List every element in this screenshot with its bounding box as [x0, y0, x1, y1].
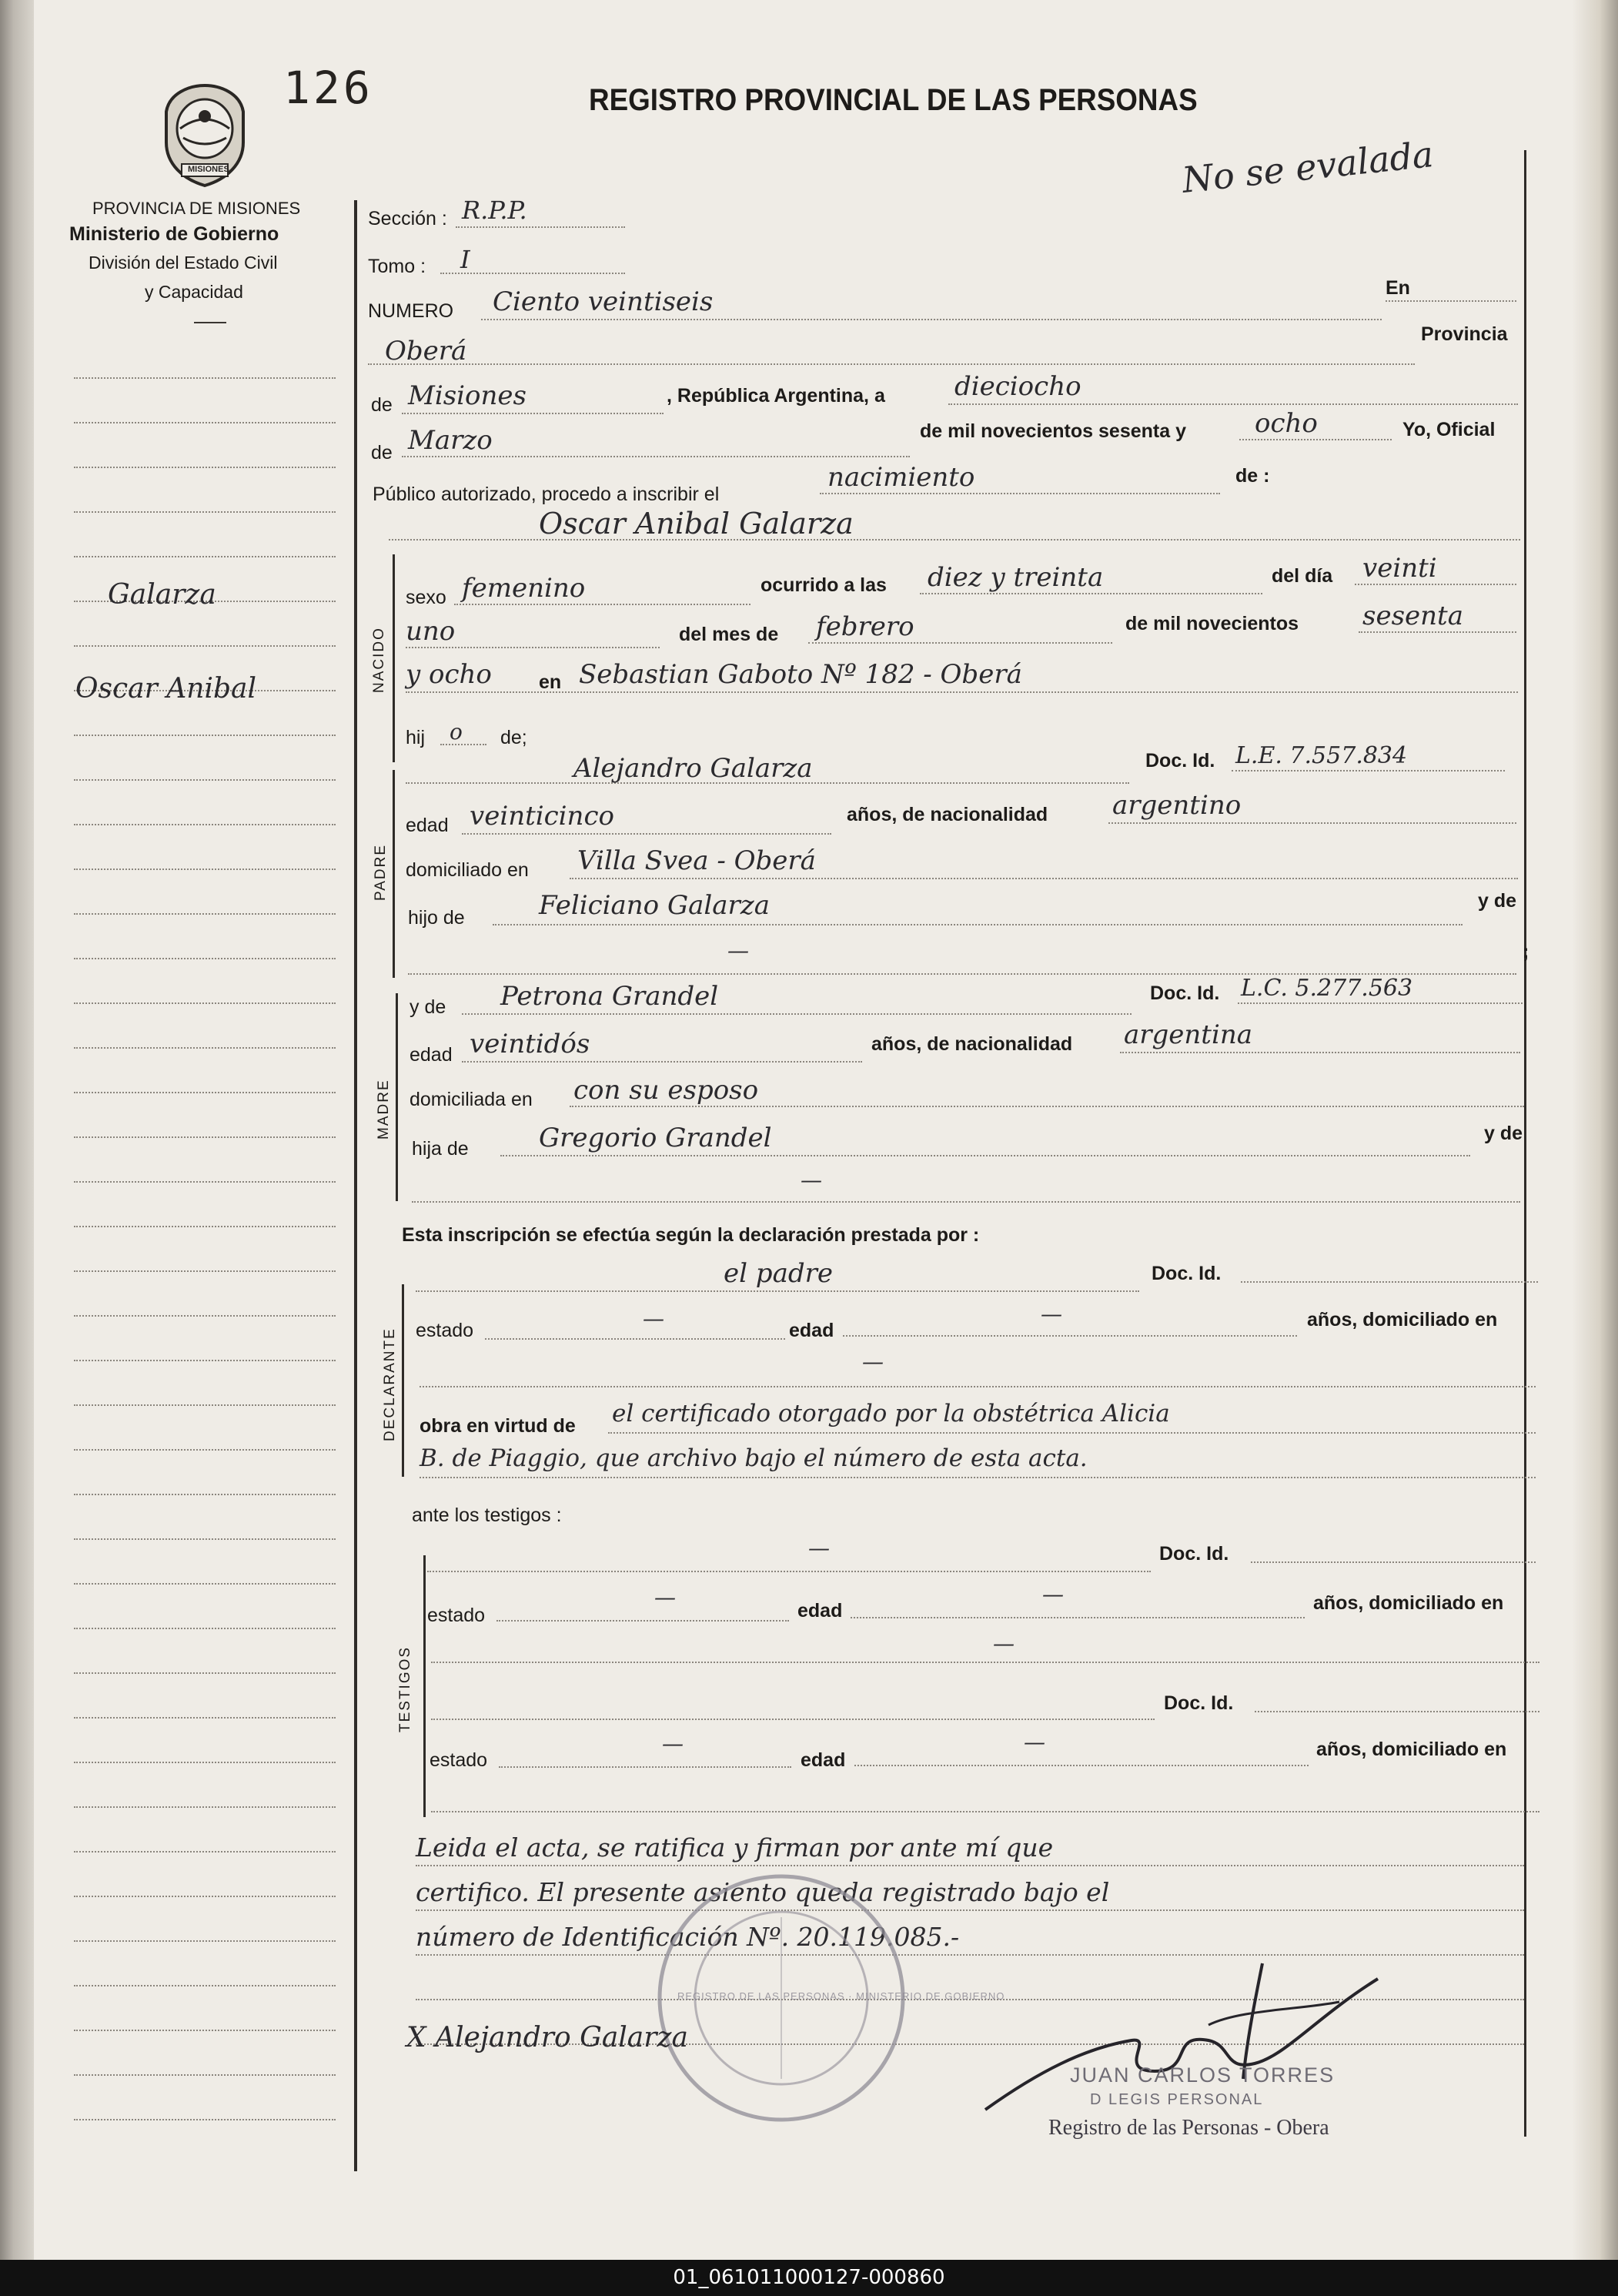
dia-nac-value-1: veinti [1362, 553, 1437, 584]
officer-stamp-title: D LEGIS PERSONAL [1090, 2091, 1264, 2108]
margin-divider [354, 200, 357, 2171]
file-id: 01_061011000127-000860 [673, 2266, 945, 2289]
testigo-2-domicilio-label: años, domiciliado en [1316, 1739, 1507, 1760]
madre-bracket [396, 993, 398, 1201]
declarante-domicilio-line [420, 1386, 1536, 1387]
testigo-1-nombre: — [808, 1535, 830, 1561]
de-label-2: de [371, 442, 393, 464]
testigo-1-doc-label: Doc. Id. [1159, 1543, 1229, 1565]
anio-nac-value-1: sesenta [1362, 601, 1463, 631]
section-nacido: NACIDO [371, 627, 387, 693]
annotation-no-evaluada: No se evalada [1180, 133, 1436, 201]
numero-value: Ciento veintiseis [493, 286, 714, 317]
de-semicolon-label: de; [500, 727, 527, 748]
declarante-edad-label: edad [789, 1320, 834, 1341]
de-mil-label: de mil novecientos [1125, 613, 1299, 634]
padre-bracket [393, 770, 395, 978]
madre-edad-label: edad [410, 1044, 453, 1066]
obra-line-2 [420, 1477, 1536, 1478]
anio-line [1239, 439, 1392, 440]
anio-nac-value-2: y ocho [406, 659, 492, 690]
testigo-1-doc-line [1251, 1561, 1536, 1563]
declarante-estado: — [643, 1306, 664, 1331]
testigo-2-nombre-line [431, 1719, 1155, 1720]
margin-rule [74, 1940, 336, 1942]
padre-madre: — [727, 938, 749, 963]
ocurrido-label: ocurrido a las [761, 574, 887, 596]
mes-value: Marzo [408, 425, 493, 456]
declarante-nombre-line [416, 1290, 1139, 1292]
issuer-line-4: y Capacidad [145, 282, 243, 302]
madre-nombre: Petrona Grandel [500, 981, 719, 1012]
margin-rule [74, 1628, 336, 1629]
de-colon-label: de : [1235, 465, 1270, 487]
padre-domicilio-line [570, 878, 1518, 879]
padre-domicilio: Villa Svea - Oberá [577, 845, 816, 876]
padre-semicolon: ; [1523, 941, 1529, 962]
tomo-label: Tomo : [368, 256, 426, 277]
margin-given-names: Oscar Anibal [75, 673, 256, 705]
closing-line-1: Leida el acta, se ratifica y firman por ante mí que [416, 1832, 1054, 1863]
padre-y-de-label: y de [1478, 890, 1517, 912]
testigo-1-edad-label: edad [797, 1600, 843, 1622]
officer-stamp-name: JUAN CARLOS TORRES [1070, 2063, 1336, 2087]
margin-rule [74, 2074, 336, 2076]
hora-value: diez y treinta [928, 562, 1104, 593]
testigo-1-domicilio-line [431, 1662, 1539, 1663]
margin-rule [74, 1896, 336, 1897]
margin-rule [74, 824, 336, 825]
madre-nombre-line [462, 1013, 1132, 1015]
margin-rule [74, 1226, 336, 1227]
dia-line [948, 403, 1518, 405]
en-lower-label: en [539, 671, 562, 693]
provincia-line [402, 413, 664, 414]
issuer-line-2: Ministerio de Gobierno [69, 223, 279, 245]
section-padre: PADRE [373, 843, 389, 901]
seccion-label: Sección : [368, 208, 447, 229]
margin-rule [74, 556, 336, 557]
padre-nombre: Alejandro Galarza [573, 753, 813, 784]
margin-rule [74, 1538, 336, 1540]
officer-stamp-office: Registro de las Personas - Obera [1048, 2116, 1329, 2140]
madre-nacionalidad-label: años, de nacionalidad [871, 1033, 1073, 1055]
margin-rule [74, 1583, 336, 1585]
padre-edad: veinticinco [470, 801, 614, 832]
acto-value: nacimiento [827, 462, 975, 493]
testigo-2-edad-label: edad [801, 1749, 846, 1771]
madre-madre: — [801, 1167, 822, 1193]
dia-value: dieciocho [954, 371, 1081, 402]
madre-edad-line [462, 1061, 862, 1063]
hora-line [920, 593, 1262, 594]
del-dia-label: del día [1272, 565, 1333, 587]
page-title: REGISTRO PROVINCIAL DE LAS PERSONAS [589, 83, 1198, 117]
lugar-nac-value: Sebastian Gaboto Nº 182 - Oberá [579, 659, 1022, 690]
madre-nacionalidad: argentina [1124, 1019, 1253, 1050]
closing-line-3: número de Identificación Nº. 20.119.085.- [416, 1922, 960, 1952]
margin-rule [74, 467, 336, 468]
form-right-border [1524, 150, 1526, 2137]
lugar-value: Oberá [385, 336, 467, 366]
madre-domicilio-label: domiciliada en [410, 1089, 533, 1110]
acto-line [820, 493, 1220, 494]
closing-line-1-rule [416, 1865, 1524, 1866]
declarante-doc-line [1241, 1281, 1538, 1283]
declarante-domicilio: — [862, 1349, 884, 1374]
margin-rule [74, 1092, 336, 1093]
ante-testigos-label: ante los testigos : [412, 1504, 562, 1526]
padre-padre: Feliciano Galarza [539, 890, 770, 921]
closing-line-2-rule [416, 1909, 1524, 1911]
padre-edad-label: edad [406, 815, 449, 836]
mes-line [402, 456, 910, 457]
padre-hijo-label: hijo de [408, 907, 465, 929]
dia-nac-line-2 [406, 647, 660, 648]
nombre-value: Oscar Anibal Galarza [539, 507, 854, 541]
madre-edad: veintidós [470, 1029, 590, 1059]
obra-line-1 [608, 1432, 1536, 1434]
republica-label: , República Argentina, a [667, 385, 885, 407]
margin-rule [74, 2030, 336, 2031]
section-testigos: TESTIGOS [397, 1645, 413, 1732]
sexo-value: femenino [462, 573, 586, 604]
margin-surname: Galarza [108, 579, 216, 611]
mes-nac-value: febrero [816, 611, 914, 642]
madre-hija-line [500, 1155, 1470, 1156]
margin-rule [74, 1181, 336, 1183]
margin-rule [74, 1315, 336, 1317]
declarante-estado-label: estado [416, 1320, 474, 1341]
sexo-line [454, 604, 750, 605]
province-seal [160, 81, 249, 189]
hij-label: hij [406, 727, 426, 748]
madre-doc-label: Doc. Id. [1150, 982, 1220, 1004]
obra-label: obra en virtud de [420, 1415, 576, 1437]
margin-rule [74, 1136, 336, 1138]
madre-nacionalidad-line [1120, 1052, 1520, 1053]
stamp-text: REGISTRO DE LAS PERSONAS · MINISTERIO DE GOBIERNO [677, 1990, 1005, 2002]
declarante-edad-line [843, 1335, 1297, 1337]
margin-rule [74, 1404, 336, 1406]
madre-domicilio: con su esposo [573, 1075, 759, 1106]
margin-rule [74, 422, 336, 423]
testigo-2-estado-label: estado [430, 1749, 488, 1771]
madre-doc: L.C. 5.277.563 [1241, 975, 1413, 1002]
testigo-2-estado-line [499, 1766, 791, 1768]
file-id-footer [0, 2260, 1618, 2296]
margin-rule [74, 2119, 336, 2120]
padre-nacionalidad-label: años, de nacionalidad [847, 804, 1048, 825]
margin-rule [74, 869, 336, 870]
sexo-label: sexo [406, 587, 446, 608]
padre-edad-line [462, 833, 831, 835]
obra-value-1: el certificado otorgado por la obstétrica Alicia [612, 1400, 1170, 1427]
page-number: 126 [283, 62, 373, 114]
madre-y-de-label: y de [410, 996, 446, 1018]
del-mes-label: del mes de [679, 624, 779, 645]
margin-rule [74, 1449, 336, 1451]
anio-value: ocho [1255, 408, 1318, 439]
padre-doc-line [1232, 770, 1505, 771]
testigo-1-estado-label: estado [427, 1605, 486, 1626]
testigo-2-estado: — [662, 1731, 684, 1756]
testigo-1-edad: — [1042, 1581, 1064, 1607]
margin-rule [74, 913, 336, 915]
madre-hija-label: hija de [412, 1138, 469, 1160]
issuer-line-3: División del Estado Civil [89, 253, 278, 273]
section-madre: MADRE [376, 1079, 392, 1140]
testigo-1-domicilio-label: años, domiciliado en [1313, 1592, 1504, 1614]
sesenta-label: de mil novecientos sesenta y [920, 420, 1186, 442]
testigo-2-edad: — [1024, 1729, 1045, 1755]
testigos-bracket [423, 1555, 426, 1817]
yo-oficial-label: Yo, Oficial [1402, 419, 1496, 440]
padre-nacionalidad: argentino [1112, 790, 1242, 821]
testigo-1-nombre-line [427, 1571, 1151, 1572]
testigo-1-estado-line [496, 1620, 789, 1622]
publico-label: Público autorizado, procedo a inscribir el [373, 484, 720, 505]
obra-value-2: B. de Piaggio, que archivo bajo el número de esta acta. [420, 1444, 1088, 1472]
margin-rule [74, 1762, 336, 1763]
margin-rule [74, 1270, 336, 1272]
madre-doc-line [1238, 1002, 1523, 1004]
margin-rule [74, 1494, 336, 1495]
declarante-edad: — [1041, 1301, 1062, 1327]
testigo-2-doc-line [1255, 1711, 1539, 1712]
hij-line [440, 744, 486, 745]
lugar-line [368, 363, 1415, 365]
mes-nac-line [808, 642, 1112, 644]
issuer-line-1: PROVINCIA DE MISIONES [92, 199, 301, 218]
testigo-1-estado: — [654, 1585, 676, 1610]
padre-nacionalidad-line [1108, 822, 1516, 824]
padre-domicilio-label: domiciliado en [406, 859, 529, 881]
madre-y-de-label-2: y de [1484, 1123, 1523, 1144]
margin-rule [74, 958, 336, 959]
declarante-doc-label: Doc. Id. [1152, 1263, 1222, 1284]
declarante-bracket [402, 1284, 404, 1477]
seal-label: MISIONES [188, 165, 229, 174]
margin-rule [74, 1806, 336, 1808]
provincia-value: Misiones [408, 380, 527, 411]
seccion-line [456, 226, 625, 228]
seccion-value: R.P.P. [462, 196, 527, 225]
en-line [1386, 300, 1516, 302]
declarante-signature: X Alejandro Galarza [406, 2022, 688, 2053]
declaracion-label: Esta inscripción se efectúa según la declaración prestada por : [402, 1224, 980, 1246]
padre-doc: L.E. 7.557.834 [1235, 742, 1408, 769]
declarante-domicilio-label: años, domiciliado en [1307, 1309, 1498, 1330]
testigo-2-domicilio-line [431, 1811, 1539, 1812]
padre-doc-label: Doc. Id. [1145, 750, 1215, 771]
testigo-1-edad-line [851, 1617, 1305, 1618]
padre-hijo-line [493, 924, 1463, 925]
margin-rule [74, 377, 336, 379]
tomo-value: I [460, 245, 470, 274]
margin-rule [74, 1047, 336, 1049]
anio-nac-line [1359, 631, 1516, 633]
nacido-bracket [393, 554, 395, 762]
page-edge [1572, 0, 1618, 2260]
declarante-nombre: el padre [724, 1258, 833, 1289]
provincia-label: Provincia [1421, 323, 1508, 345]
numero-label: NUMERO [368, 300, 454, 322]
madre-padre: Gregorio Grandel [539, 1123, 772, 1153]
testigo-2-edad-line [854, 1765, 1309, 1766]
book-binding [0, 0, 34, 2260]
margin-rule [74, 779, 336, 781]
dia-nac-line [1355, 584, 1516, 585]
section-declarante: DECLARANTE [382, 1327, 398, 1441]
margin-rule [74, 735, 336, 736]
testigo-1-domicilio: — [993, 1631, 1015, 1656]
en-label: En [1386, 277, 1410, 299]
margin-rule [74, 645, 336, 647]
numero-line [481, 319, 1382, 320]
lugar-nac-line [406, 691, 1518, 693]
declarante-estado-line [485, 1338, 785, 1340]
margin-rule [74, 1717, 336, 1719]
de-label-1: de [371, 394, 393, 416]
margin-rule [74, 1851, 336, 1853]
madre-madre-line [412, 1201, 1520, 1203]
margin-rule [74, 1360, 336, 1361]
margin-rule [74, 511, 336, 513]
margin-rule [74, 1672, 336, 1674]
margin-rule [74, 1985, 336, 1986]
testigo-2-doc-label: Doc. Id. [1164, 1692, 1234, 1714]
margin-rule [74, 1002, 336, 1004]
closing-line-2: certifico. El presente asiento queda registrado bajo el [416, 1877, 1110, 1907]
dia-nac-value-2: uno [406, 616, 456, 647]
hij-value: o [450, 719, 463, 745]
madre-domicilio-line [570, 1106, 1524, 1107]
issuer-rule [194, 322, 226, 323]
